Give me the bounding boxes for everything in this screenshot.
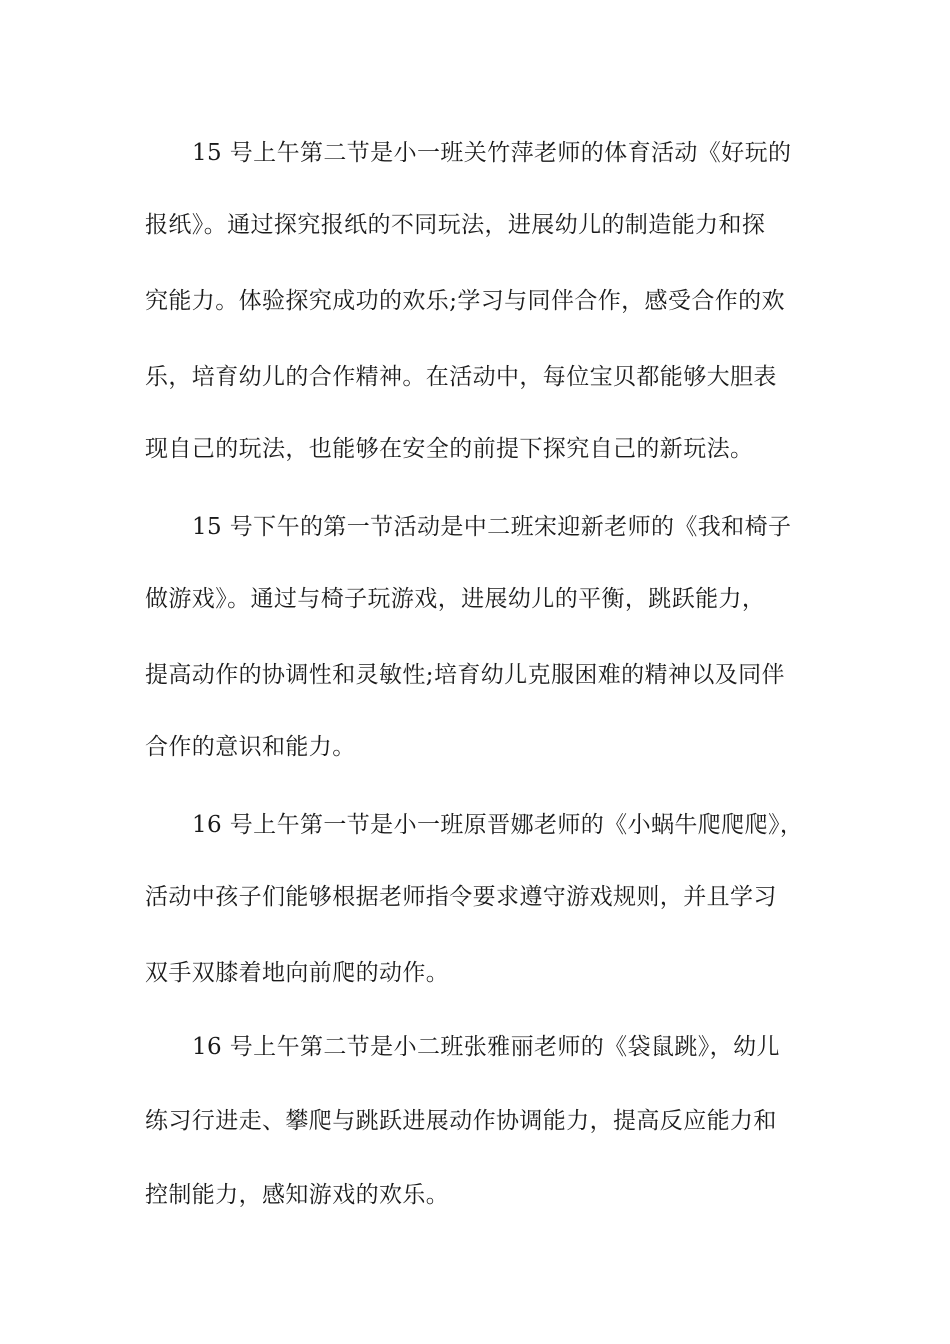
text-line: 提高动作的协调性和灵敏性;培育幼儿克服困难的精神以及同伴 xyxy=(145,662,785,688)
text-line: 合作的意识和能力。 xyxy=(145,734,356,760)
text-line: 16 号上午第一节是小一班原晋娜老师的《小蜗牛爬爬爬》， xyxy=(192,812,804,838)
text-line: 16 号上午第二节是小二班张雅丽老师的《袋鼠跳》，幼儿 xyxy=(192,1034,780,1060)
text-line: 15 号上午第二节是小一班关竹萍老师的体育活动《好玩的 xyxy=(192,140,792,166)
text-line: 控制能力，感知游戏的欢乐。 xyxy=(145,1182,450,1208)
text-line: 乐，培育幼儿的合作精神。在活动中，每位宝贝都能够大胆表 xyxy=(145,364,777,390)
text-line: 究能力。体验探究成功的欢乐;学习与同伴合作，感受合作的欢 xyxy=(145,288,785,314)
text-line: 活动中孩子们能够根据老师指令要求遵守游戏规则，并且学习 xyxy=(145,884,777,910)
text-line: 双手双膝着地向前爬的动作。 xyxy=(145,960,450,986)
text-line: 做游戏》。通过与椅子玩游戏，进展幼儿的平衡，跳跃能力， xyxy=(145,586,766,612)
text-line: 报纸》。通过探究报纸的不同玩法，进展幼儿的制造能力和探 xyxy=(145,212,766,238)
text-line: 现自己的玩法，也能够在安全的前提下探究自己的新玩法。 xyxy=(145,436,754,462)
text-line: 15 号下午的第一节活动是中二班宋迎新老师的《我和椅子 xyxy=(192,514,792,540)
text-line: 练习行进走、攀爬与跳跃进展动作协调能力，提高反应能力和 xyxy=(145,1108,777,1134)
